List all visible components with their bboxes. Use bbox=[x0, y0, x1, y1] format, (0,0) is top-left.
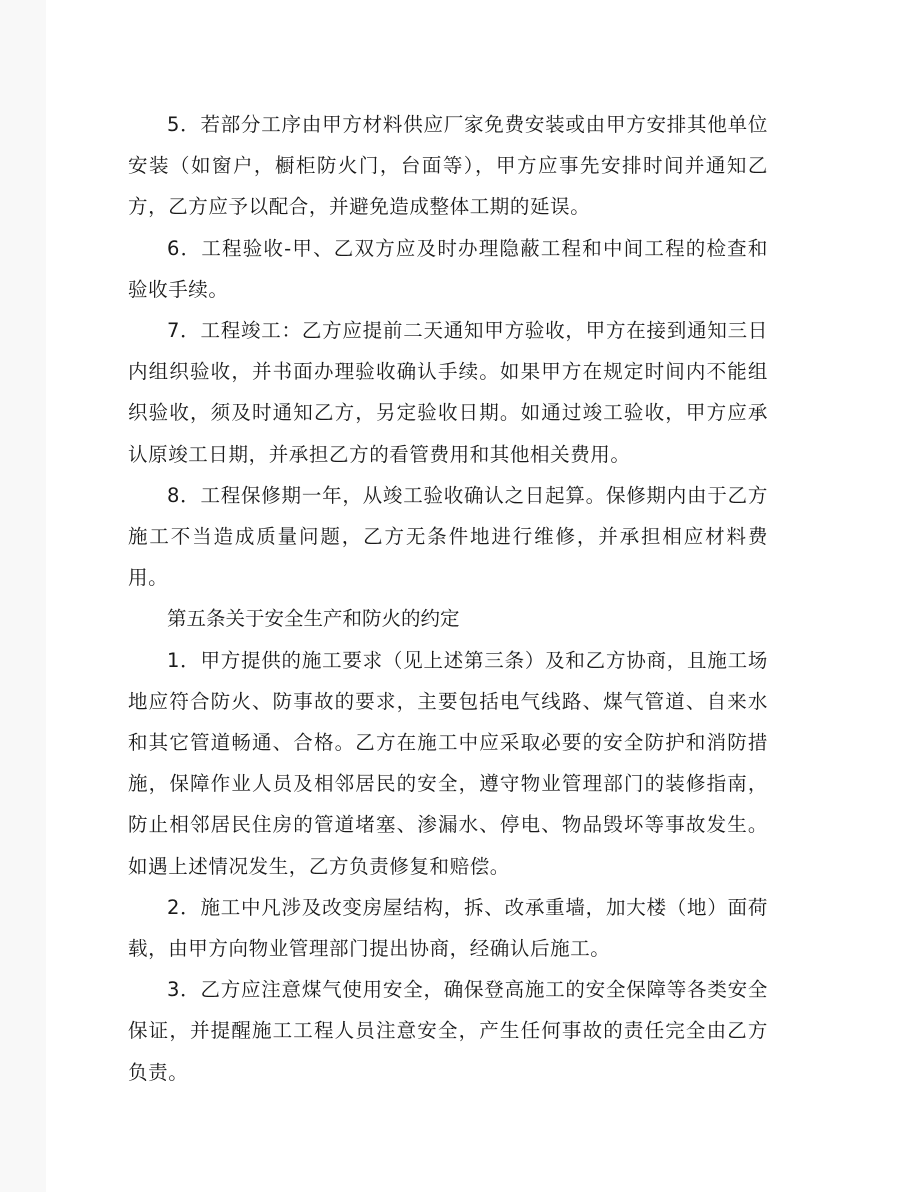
article-five-heading: 第五条关于安全生产和防火的约定 bbox=[167, 607, 460, 631]
clause-8-paragraph: 8．工程保修期一年，从竣工验收确认之日起算。保修期内由于乙方施工不当造成质量问题，乙方无条件地进行维修，并承担相应材料费用。 bbox=[128, 483, 768, 590]
document-body bbox=[128, 104, 768, 1093]
clause-6-paragraph: 6．工程验收-甲、乙双方应及时办理隐蔽工程和中间工程的检查和验收手续。 bbox=[128, 236, 768, 301]
document-page bbox=[46, 0, 920, 1192]
clause-5-paragraph: 5．若部分工序由甲方材料供应厂家免费安装或由甲方安排其他单位安装（如窗户，橱柜防火门，台面等），甲方应事先安排时间并通知乙方，乙方应予以配合，并避免造成整体工期的延误。 bbox=[128, 113, 768, 219]
safety-clause-3-paragraph: 3．乙方应注意煤气使用安全，确保登高施工的安全保障等各类安全保证，并提醒施工工程人员注意安全，产生任何事故的责任完全由乙方负责。 bbox=[128, 978, 768, 1084]
safety-clause-1-paragraph: 1．甲方提供的施工要求（见上述第三条）及和乙方协商，且施工场地应符合防火、防事故的要求，主要包括电气线路、煤气管道、自来水和其它管道畅通、合格。乙方在施工中应采取必要的安全防护和消防措施，保障作业人员及相邻居民的安全，遵守物业管理部门的装修指南，防止相邻居民住房的管道堵塞、渗漏水、停电、物品毁坏等事故发生。如遇上述情况发生，乙方负责修复和赔偿。 bbox=[128, 648, 768, 878]
page-left-margin bbox=[0, 0, 46, 1192]
safety-clause-2-paragraph: 2．施工中凡涉及改变房屋结构，拆、改承重墙，加大楼（地）面荷载，由甲方向物业管理部门提出协商，经确认后施工。 bbox=[128, 895, 768, 961]
clause-7-paragraph: 7．工程竣工：乙方应提前二天通知甲方验收，甲方在接到通知三日内组织验收，并书面办理验收确认手续。如果甲方在规定时间内不能组织验收，须及时通知乙方，另定验收日期。如通过竣工验收，甲方应承认原竣工日期，并承担乙方的看管费用和其他相关费用。 bbox=[128, 319, 768, 466]
